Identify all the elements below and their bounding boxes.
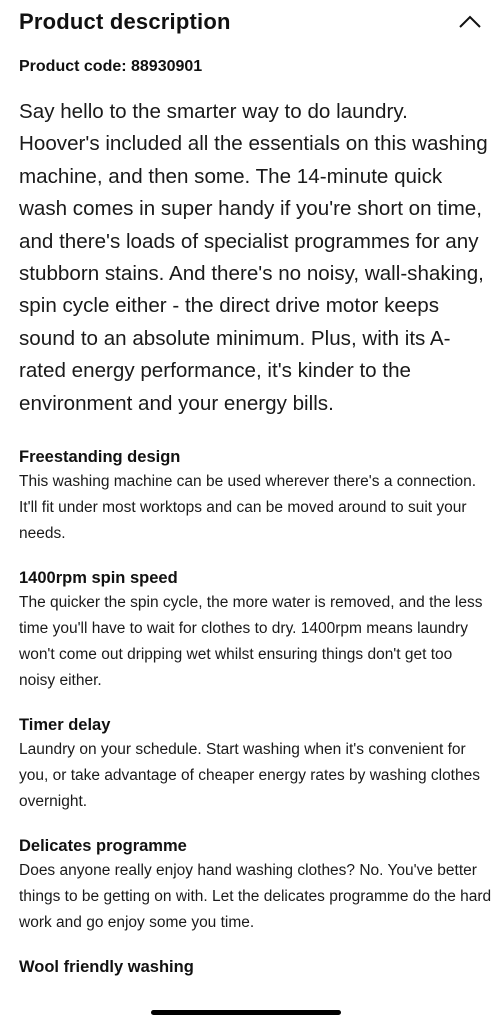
feature-wool <box>19 955 492 979</box>
feature-title: 1400rpm spin speed <box>19 569 178 588</box>
feature-title: Freestanding design <box>19 448 181 467</box>
home-indicator[interactable] <box>151 1010 341 1015</box>
product-code: Product code: 88930901 <box>19 58 203 75</box>
feature-text: Does anyone really enjoy hand washing clothes? No. You've better things to be getting on with. Let the delicates programme do the hard work and go enjoy some you time. <box>19 862 492 932</box>
section-header[interactable] <box>0 0 504 44</box>
feature-text: The quicker the spin cycle, the more water is removed, and the less time you'll have to wait for clothes to dry. 1400rpm means laundry won't come out dripping wet whilst ensuring things don't get too noisy either. <box>19 594 483 690</box>
feature-text: This washing machine can be used wherever there's a connection. It'll fit under most worktops and can be moved around to suit your needs. <box>19 473 477 543</box>
feature-text: Laundry on your schedule. Start washing when it's convenient for you, or take advantage of cheaper energy rates by washing clothes overnight. <box>19 741 480 811</box>
feature-title: Delicates programme <box>19 837 187 856</box>
feature-delicates <box>19 834 492 936</box>
intro-paragraph: Say hello to the smarter way to do laundry. Hoover's included all the essentials on this washing machine, and then some. The 14-minute quick wash comes in super handy if you're short on time, and there's loads of specialist programmes for any stubborn stains. And there's no noisy, wall-shaking, spin cycle either - the direct drive motor keeps sound to an absolute minimum. Plus, with its A-rated energy performance, it's kinder to the environment and your energy bills. <box>19 100 488 415</box>
chevron-up-icon[interactable] <box>456 8 484 36</box>
feature-timer-delay <box>19 713 492 815</box>
feature-spin-speed <box>19 566 492 694</box>
screen-edge <box>0 1018 504 1024</box>
feature-title: Timer delay <box>19 716 111 735</box>
feature-title: Wool friendly washing <box>19 958 194 977</box>
section-title: Product description <box>19 9 231 34</box>
feature-freestanding <box>19 445 492 547</box>
